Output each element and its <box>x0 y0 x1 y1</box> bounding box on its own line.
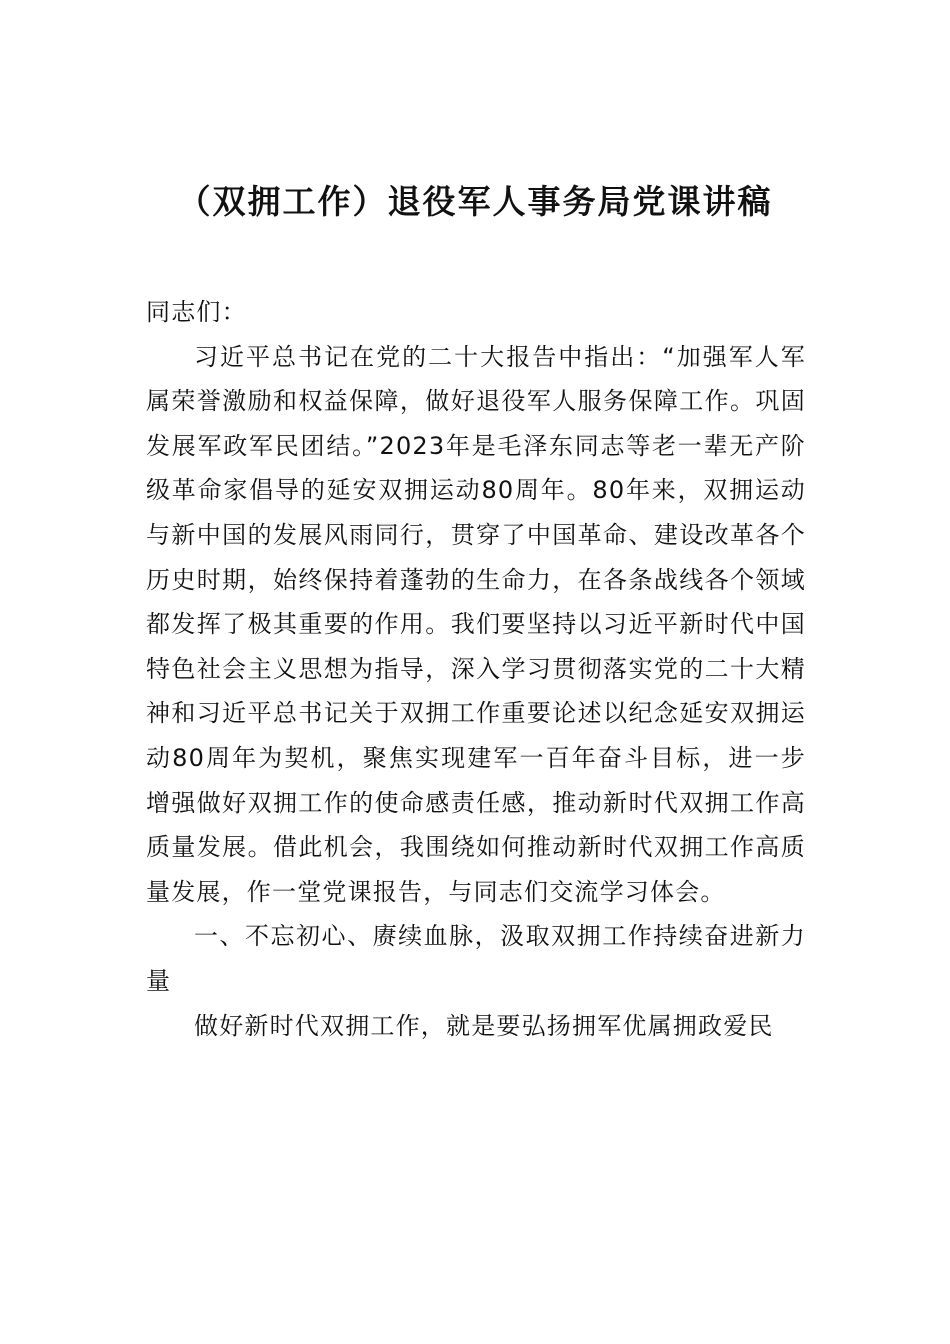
greeting-line: 同志们： <box>146 298 247 326</box>
document-body <box>146 290 806 1048</box>
document-title: （双拥工作）退役军人事务局党课讲稿 <box>177 182 773 222</box>
body-paragraph: 习近平总书记在党的二十大报告中指出：“加强军人军属荣誉激励和权益保障，做好退役军人服务保障工作。巩固发展军政军民团结。”2023年是毛泽东同志等老一辈无产阶级革命家倡导的延安双拥运动80周年。80年来，双拥运动与新中国的发展风雨同行，贯穿了中国革命、建设改革各个历史时期，始终保持着蓬勃的生命力，在各条战线各个领域都发挥了极其重要的作用。我们要坚持以习近平新时代中国特色社会主义思想为指导，深入学习贯彻落实党的二十大精神和习近平总书记关于双拥工作重要论述以纪念延安双拥运动80周年为契机，聚焦实现建军一百年奋斗目标，进一步增强做好双拥工作的使命感责任感，推动新时代双拥工作高质量发展。借此机会，我围绕如何推动新时代双拥工作高质量发展，作一堂党课报告，与同志们交流学习体会。 <box>146 342 806 906</box>
section-heading: 一、不忘初心、赓续血脉，汲取双拥工作持续奋进新力量 <box>146 922 806 995</box>
body-paragraph: 做好新时代双拥工作，就是要弘扬拥军优属拥政爱民 <box>194 1011 774 1040</box>
